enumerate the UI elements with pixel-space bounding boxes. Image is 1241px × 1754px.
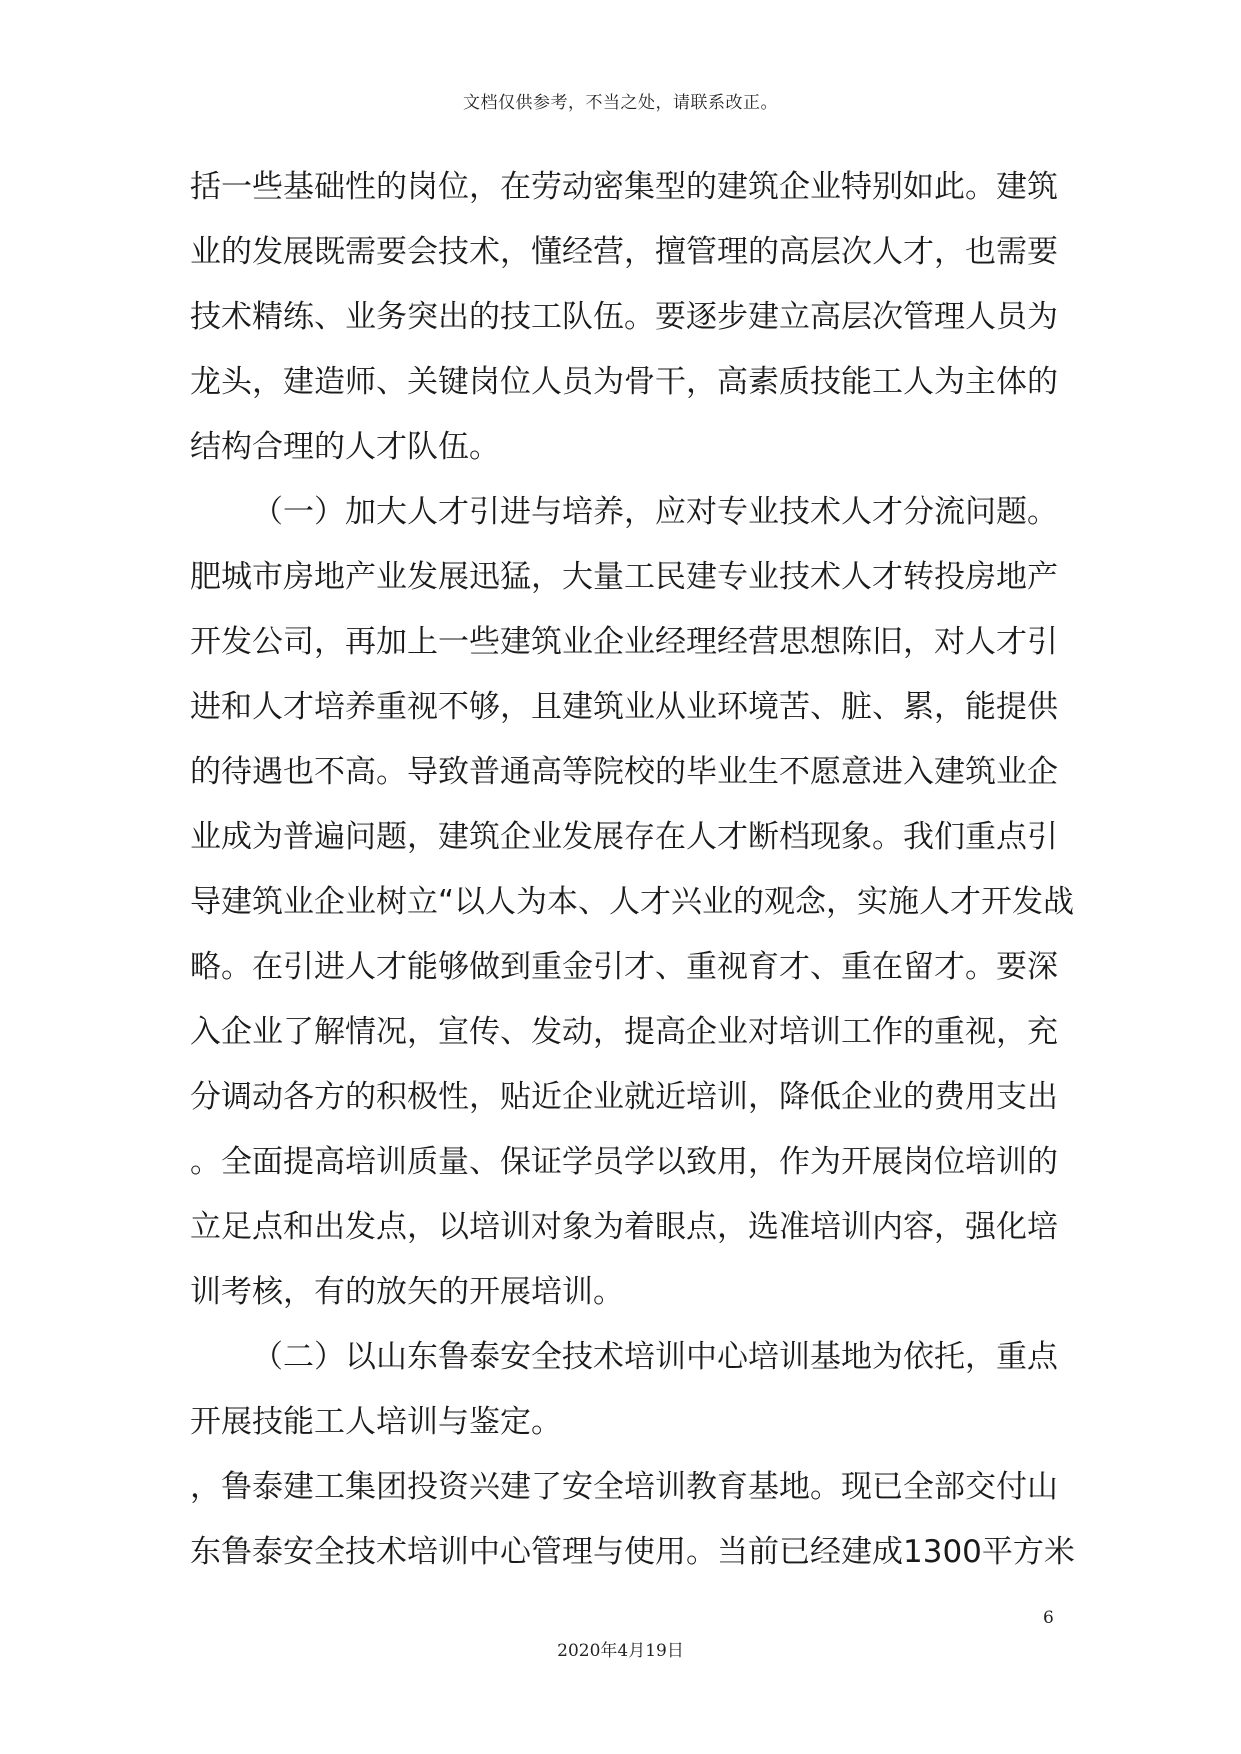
text-line: 结构合理的人才队伍。 [190, 429, 500, 465]
text-line: 业的发展既需要会技术，懂经营，擅管理的高层次人才，也需要 [190, 234, 1058, 270]
text-line: 开发公司，再加上一些建筑业企业经理经营思想陈旧，对人才引 [190, 624, 1058, 660]
text-line: 龙头，建造师、关键岗位人员为骨干，高素质技能工人为主体的 [190, 364, 1058, 400]
footer-date: 2020年4月19日 [557, 1641, 684, 1661]
text-line: 括一些基础性的岗位，在劳动密集型的建筑企业特别如此。建筑 [190, 169, 1058, 205]
section-heading-2: （二）以山东鲁泰安全技术培训中心培训基地为依托，重点 [252, 1339, 1058, 1375]
text-line: ，鲁泰建工集团投资兴建了安全培训教育基地。现已全部交付山 [190, 1469, 1058, 1505]
text-line: 训考核，有的放矢的开展培训。 [190, 1274, 624, 1310]
section-heading-1: （一）加大人才引进与培养，应对专业技术人才分流问题。 [252, 494, 1058, 530]
document-body [190, 155, 1075, 1585]
text-line: 东鲁泰安全技术培训中心管理与使用。当前已经建成1300平方米 [190, 1534, 1075, 1570]
text-line: 业成为普遍问题，建筑企业发展存在人才断档现象。我们重点引 [190, 819, 1058, 855]
header-notice: 文档仅供参考，不当之处，请联系改正。 [463, 93, 778, 113]
text-line: 。全面提高培训质量、保证学员学以致用，作为开展岗位培训的 [190, 1144, 1058, 1180]
page-number: 6 [1043, 1608, 1054, 1628]
text-line: 肥城市房地产业发展迅猛，大量工民建专业技术人才转投房地产 [190, 559, 1058, 595]
text-line: 技术精练、业务突出的技工队伍。要逐步建立高层次管理人员为 [190, 299, 1058, 335]
text-line: 进和人才培养重视不够，且建筑业从业环境苦、脏、累，能提供 [190, 689, 1058, 725]
text-line: 开展技能工人培训与鉴定。 [190, 1404, 562, 1440]
text-line: 导建筑业企业树立“以人为本、人才兴业的观念，实施人才开发战 [190, 884, 1075, 920]
text-line: 略。在引进人才能够做到重金引才、重视育才、重在留才。要深 [190, 949, 1058, 985]
text-line: 立足点和出发点，以培训对象为着眼点，选准培训内容，强化培 [190, 1209, 1058, 1245]
text-line: 入企业了解情况，宣传、发动，提高企业对培训工作的重视，充 [190, 1014, 1058, 1050]
text-line: 的待遇也不高。导致普通高等院校的毕业生不愿意进入建筑业企 [190, 754, 1058, 790]
text-line: 分调动各方的积极性，贴近企业就近培训，降低企业的费用支出 [190, 1079, 1058, 1115]
